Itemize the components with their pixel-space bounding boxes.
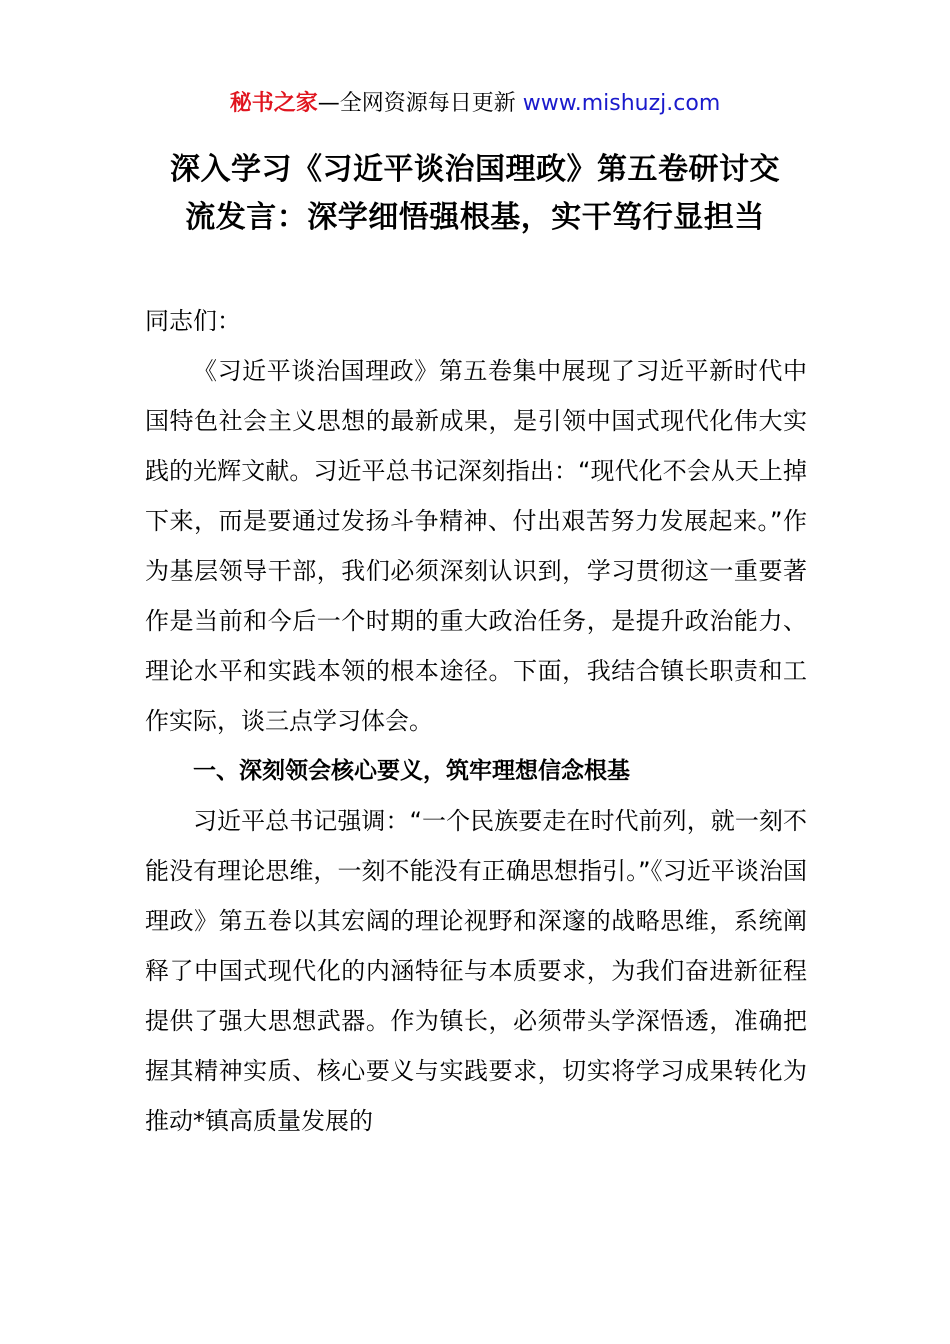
section-heading-1: 一、深刻领会核心要义，筑牢理想信念根基 xyxy=(193,758,630,784)
page-header xyxy=(0,88,950,120)
header-site-url: www.mishuzj.com xyxy=(522,91,721,116)
paragraph-section-1: 习近平总书记强调：“一个民族要走在时代前列，就一刻不能没有理论思维，一刻不能没有正确思想指引。”《习近平谈治国理政》第五卷以其宏阔的理论视野和深邃的战略思维，系统阐释了中国式现代化的内涵特征与本质要求，为我们奋进新征程提供了强大思想武器。作为镇长，必须带头学深悟透，准确把握其精神实质、核心要义与实践要求，切实将学习成果转化为推动*镇高质量发展的 xyxy=(145,807,807,1135)
paragraph-intro: 《习近平谈治国理政》第五卷集中展现了习近平新时代中国特色社会主义思想的最新成果，是引领中国式现代化伟大实践的光辉文献。习近平总书记深刻指出：“现代化不会从天上掉下来，而是要通过发扬斗争精神、付出艰苦努力发展起来。”作为基层领导干部，我们必须深刻认识到，学习贯彻这一重要著作是当前和今后一个时期的重大政治任务，是提升政治能力、理论水平和实践本领的根本途径。下面，我结合镇长职责和工作实际，谈三点学习体会。 xyxy=(145,357,807,735)
document-title xyxy=(130,146,820,242)
document-body xyxy=(145,296,807,1146)
salutation: 同志们： xyxy=(145,307,241,335)
header-tagline: —全网资源每日更新 xyxy=(317,91,523,116)
title-line-2: 流发言：深学细悟强根基，实干笃行显担当 xyxy=(185,200,765,235)
header-brand: 秘书之家 xyxy=(229,91,318,116)
title-line-1: 深入学习《习近平谈治国理政》第五卷研讨交 xyxy=(170,152,780,187)
